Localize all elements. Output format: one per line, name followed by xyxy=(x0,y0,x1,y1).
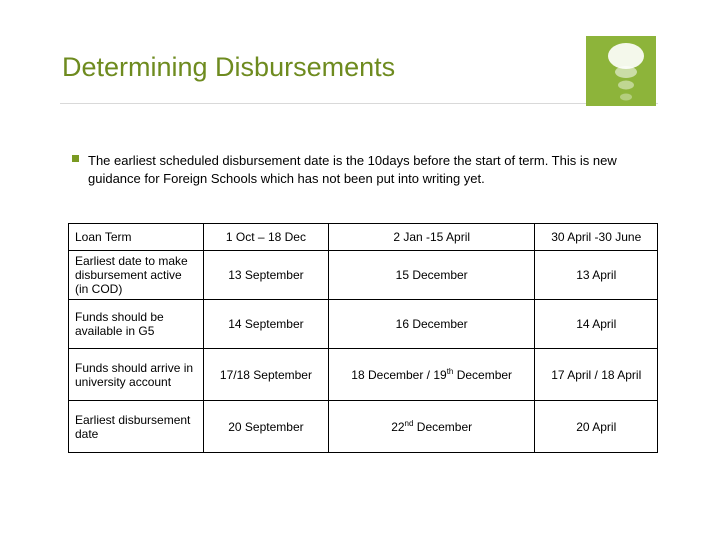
square-bullet-icon xyxy=(72,155,79,162)
table-cell: 14 September xyxy=(204,300,329,349)
logo xyxy=(586,36,656,106)
row-label: Funds should arrive in university account xyxy=(69,349,204,401)
header-cell: Loan Term xyxy=(69,224,204,251)
cell-text: 22 xyxy=(391,419,405,434)
header-cell: 30 April -30 June xyxy=(535,224,658,251)
cell-text-tail: December xyxy=(453,367,513,382)
superscript: nd xyxy=(404,418,414,428)
table-cell: 17/18 September xyxy=(204,349,329,401)
disbursement-table xyxy=(68,223,658,453)
row-label: Funds should be available in G5 xyxy=(69,300,204,349)
table-header-row xyxy=(69,224,658,251)
title-rule xyxy=(60,103,658,104)
table-row xyxy=(69,349,658,401)
table-cell: 13 September xyxy=(204,251,329,300)
header-cell: 2 Jan -15 April xyxy=(328,224,535,251)
header-cell: 1 Oct – 18 Dec xyxy=(204,224,329,251)
table-cell: 20 April xyxy=(535,401,658,453)
table-cell xyxy=(328,401,535,453)
table-cell: 16 December xyxy=(328,300,535,349)
bullet-text: The earliest scheduled disbursement date is the 10days before the start of term. This is new guidance for Foreign Schools which has not been put into writing yet. xyxy=(88,153,617,186)
table-cell xyxy=(328,349,535,401)
bullet-item xyxy=(72,152,672,188)
table-row xyxy=(69,401,658,453)
slide-title: Determining Disbursements xyxy=(62,52,396,82)
row-label: Earliest disbursement date xyxy=(69,401,204,453)
table-cell: 17 April / 18 April xyxy=(535,349,658,401)
thought-bubble-icon xyxy=(586,36,656,106)
table-cell: 20 September xyxy=(204,401,329,453)
row-label: Earliest date to make disbursement active (in COD) xyxy=(69,251,204,300)
table-row xyxy=(69,251,658,300)
cell-text: 18 December / 19 xyxy=(351,367,447,382)
table-cell: 13 April xyxy=(535,251,658,300)
cell-text-tail: December xyxy=(413,419,473,434)
table-cell: 15 December xyxy=(328,251,535,300)
superscript: th xyxy=(446,366,454,376)
table-cell: 14 April xyxy=(535,300,658,349)
table-row xyxy=(69,300,658,349)
